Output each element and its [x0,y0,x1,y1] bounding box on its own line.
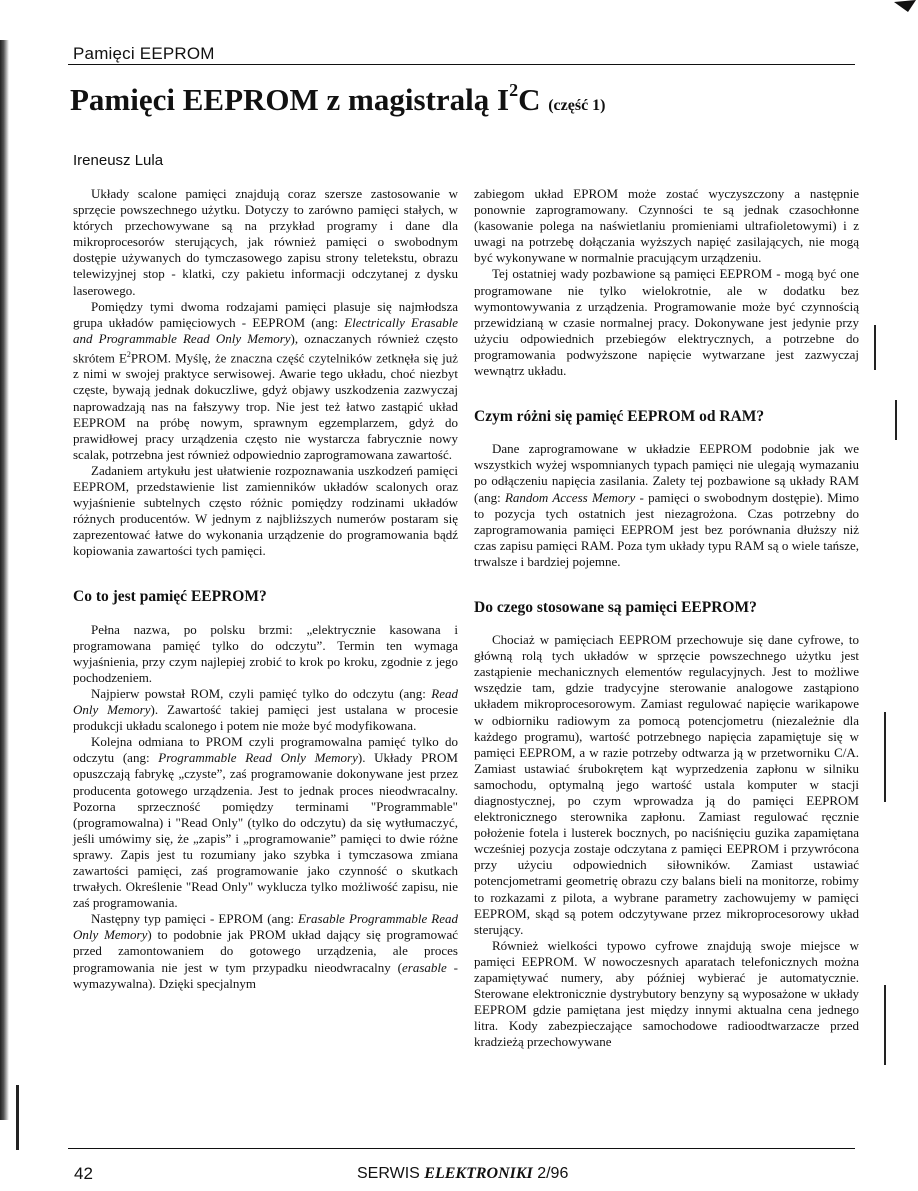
scan-artifact [884,985,886,1065]
author-name: Ireneusz Lula [73,152,164,169]
running-header: Pamięci EEPROM [73,44,215,63]
paragraph: Dane zaprogramowane w układzie EEPROM podobnie jak we wszystkich wyżej wspomnianych typach pamięci nie ulegają wymazaniu po odłączeniu napięcia zasilania. Zalety tej pozbawione są układy RAM (ang: Random Access Memory - pamięci o swobodnym dostępie). Mimo to pozycja tych ostatnich jest niezagrożona. Czas potrzebny do zaprogramowania pamięci EEPROM jest bez porównania dłuższy niż czas zapisu pamięci RAM. Poza tym układy typu RAM są o wiele tańsze, trwalsze i bardziej pojemne. [474,441,860,569]
footer-rule [68,1148,855,1149]
scan-artifact [884,712,886,802]
scan-edge-shadow [0,40,9,1120]
paragraph: Układy scalone pamięci znajdują coraz szersze zastosowanie w sprzęcie powszechnego użytku. Dotyczy to zarówno pamięci stałych, w których przechowywane są na przykład programy i dane dla mikroprocesorów sterujących, jak również pamięci o swobodnym dostępie używanych do tymczasowego zapisu strony teletekstu, obrazu telewizyjnej stop - klatki, czy pakietu informacji odczytanej z dysku laserowego. [73,186,458,298]
section-heading: Do czego stosowane są pamięci EEPROM? [474,598,757,616]
magazine-name: SERWIS ELEKTRONIKI 2/96 [357,1165,569,1182]
scan-artifact [16,1085,19,1150]
paragraph: Również wielkości typowo cyfrowe znajdują swoje miejsce w pamięci EEPROM. W nowoczesnych aparatach telefonicznych można zapamiętywać numery, aby później wybierać je automatycznie. Sterowane elektronicznie dystrybutory benzyny są wyposażone w układy EEPROM gdzie pamiętana jest między innymi aktualna cena jednego litra. Kody zabezpieczające samochodowe radioodtwarzacze przed kradzieżą przechowywane [474,937,859,1050]
paragraph: Pomiędzy tymi dwoma rodzajami pamięci plasuje się najmłodsza grupa układów pamięciowych - EEPROM (ang: Electrically Erasable and Programmable Read Only Memory), oznaczanych również często skrótem $E^2PROM$. Myślę, że znaczna część czytelników zetknęła się już z nimi w swojej praktyce serwisowej. Awarie tego układu, choć niezbyt częste, bywają jednak dokuczliwe, gdyż objawy uszkodzenia zazwyczaj naprowadzają nas na fałszywy trop. Nie jest też łatwo zastąpić układ EEPROM na próbę nowym, sprawnym egzemplarzem, gdyż do prawidłowej pracy urządzenia często nie wystarcza fabrycznie nowy scalak, potrzebna jest również odpowiednio zaprogramowana zawartość. [73,298,458,462]
section-heading: Co to jest pamięć EEPROM? [73,588,267,606]
paragraph: Kolejna odmiana to PROM czyli programowalna pamięć tylko do odczytu (ang: Programmable Read Only Memory). Układy PROM opuszczają fabrykę „czyste”, zaś programowanie dokonywane jest przez producenta gotowego urządzenia. Jest to jednak proces nieodwracalny. Pozorna sprzeczność pomiędzy terminami "Programmable" (programowalna) i "Read Only" (tylko do odczytu) da się wytłumaczyć, jeśli umówimy się, że „zapis” i „programowanie” pamięci to dwie różne sprawy. Zapis jest tu rozumiany jako szybka i tymczasowa zmiana zawartości pamięci, zaś programowanie jako czynność o skutkach trwałych. Określenie "Read Only" wyklucza tylko możliwość zapisu, nie zaś programowania. [73,734,458,911]
paragraph: Następny typ pamięci - EPROM (ang: Erasable Programmable Read Only Memory) to podobnie jak PROM układ dający się programować przed zamontowaniem do gotowego urządzenia, ale proces programowania nie jest w tym przypadku nieodwracalny (erasable - wymazywalna). Dzięki specjalnym [73,911,459,991]
paragraph: Pełna nazwa, po polsku brzmi: „elektrycznie kasowana i programowana pamięć tylko do odczytu”. Termin ten wymaga wyjaśnienia, przy czym najlepiej zrobić to krok po kroku, zgodnie z jego pochodzeniem. [73,621,458,685]
corner-arrow-icon [894,0,916,12]
article-title: Pamięci EEPROM z magistralą $I^2C$ (część 1) [70,80,606,117]
scan-artifact [874,325,876,370]
header-rule [68,64,855,65]
paragraph: Tej ostatniej wady pozbawione są pamięci EEPROM - mogą być one programowane nie tylko wielokrotnie, ale w dodatku bez wymontowywania z urządzenia. Programowanie może być czynnością przewidzianą w czasie normalnej pracy. Dokonywane jest jedynie przy użyciu odpowiednich przebiegów elektrycznych, a potrzebne do programowania podwyższone napięcie wytwarzane jest zazwyczaj wewnątrz układu. [474,266,859,379]
paragraph: Zadaniem artykułu jest ułatwienie rozpoznawania uszkodzeń pamięci EEPROM, przedstawienie list zamienników układów scalonych oraz wyjaśnienie subtelnych często różnic pomiędzy rodzinami układów różnych producentów. W jednym z najbliższych numerów postaram się zaprezentować łatwe do wykonania urządzenie do programowania bądź kopiowania zawartości tych pamięci. [73,462,458,559]
page-number: 42 [74,1164,93,1183]
section-heading: Czym różni się pamięć EEPROM od RAM? [474,408,765,426]
scan-artifact [895,400,897,440]
left-column [73,186,458,992]
paragraph: zabiegom układ EPROM może zostać wyczyszczony a następnie ponownie zaprogramowany. Czynności te są jednak czasochłonne (kasowanie polega na naświetlaniu promieniami ultrafioletowymi) i z uwagi na potrzebę dołączania wyższych napięć zasilających, nie mogą być wykonywane w normalnie pracującym urządzeniu. [474,186,859,266]
paragraph: Najpierw powstał ROM, czyli pamięć tylko do odczytu (ang: Read Only Memory). Zawartość takiej pamięci jest ustalana w procesie produkcji układu scalonego i potem nie może być modyfikowana. [73,685,458,734]
paragraph: Chociaż w pamięciach EEPROM przechowuje się dane cyfrowe, to główną rolą tych układów w sprzęcie powszechnego użytku jest zastąpienie mechanicznych elementów regulacyjnych. Jest to możliwe wszędzie tam, gdzie tradycyjne sterowanie analogowe zastąpiono układem mikroprocesorowym. Zamiast regulować napięcie warikapowe w odbiorniku radiowym za pomocą potencjometru (niezależnie dla każdego programu), wartość potrzebnego napięcia zapamiętuje się w pamięci EEPROM, a w razie potrzeby odtwarza ją w przetworniku C/A. Zamiast ustawiać śrubokrętem kąt wyprzedzenia zapłonu w silniku samochodu, optymalną jego wartość ustala komputer w stacji diagnostycznej, po czym wprowadza ją do pamięci EEPROM elektronicznego sterownika zapłonu. Zamiast regulować ręcznie położenie fotela i lusterek bocznych, po naciśnięciu guzika zapamiętana wcześniej pozycja zostaje odczytana z pamięci EEPROM i przywrócona przy użyciu odpowiednich siłowników. Zamiast ustawiać potencjometrami geometrię obrazu czy balans bieli na monitorze, robimy to rozkazami z pilota, a wybrane parametry zachowujemy w pamięci EEPROM, skąd są potem odczytywane przez mikroprocesorowy układ sterujący. [474,632,859,937]
right-column [474,186,859,1051]
